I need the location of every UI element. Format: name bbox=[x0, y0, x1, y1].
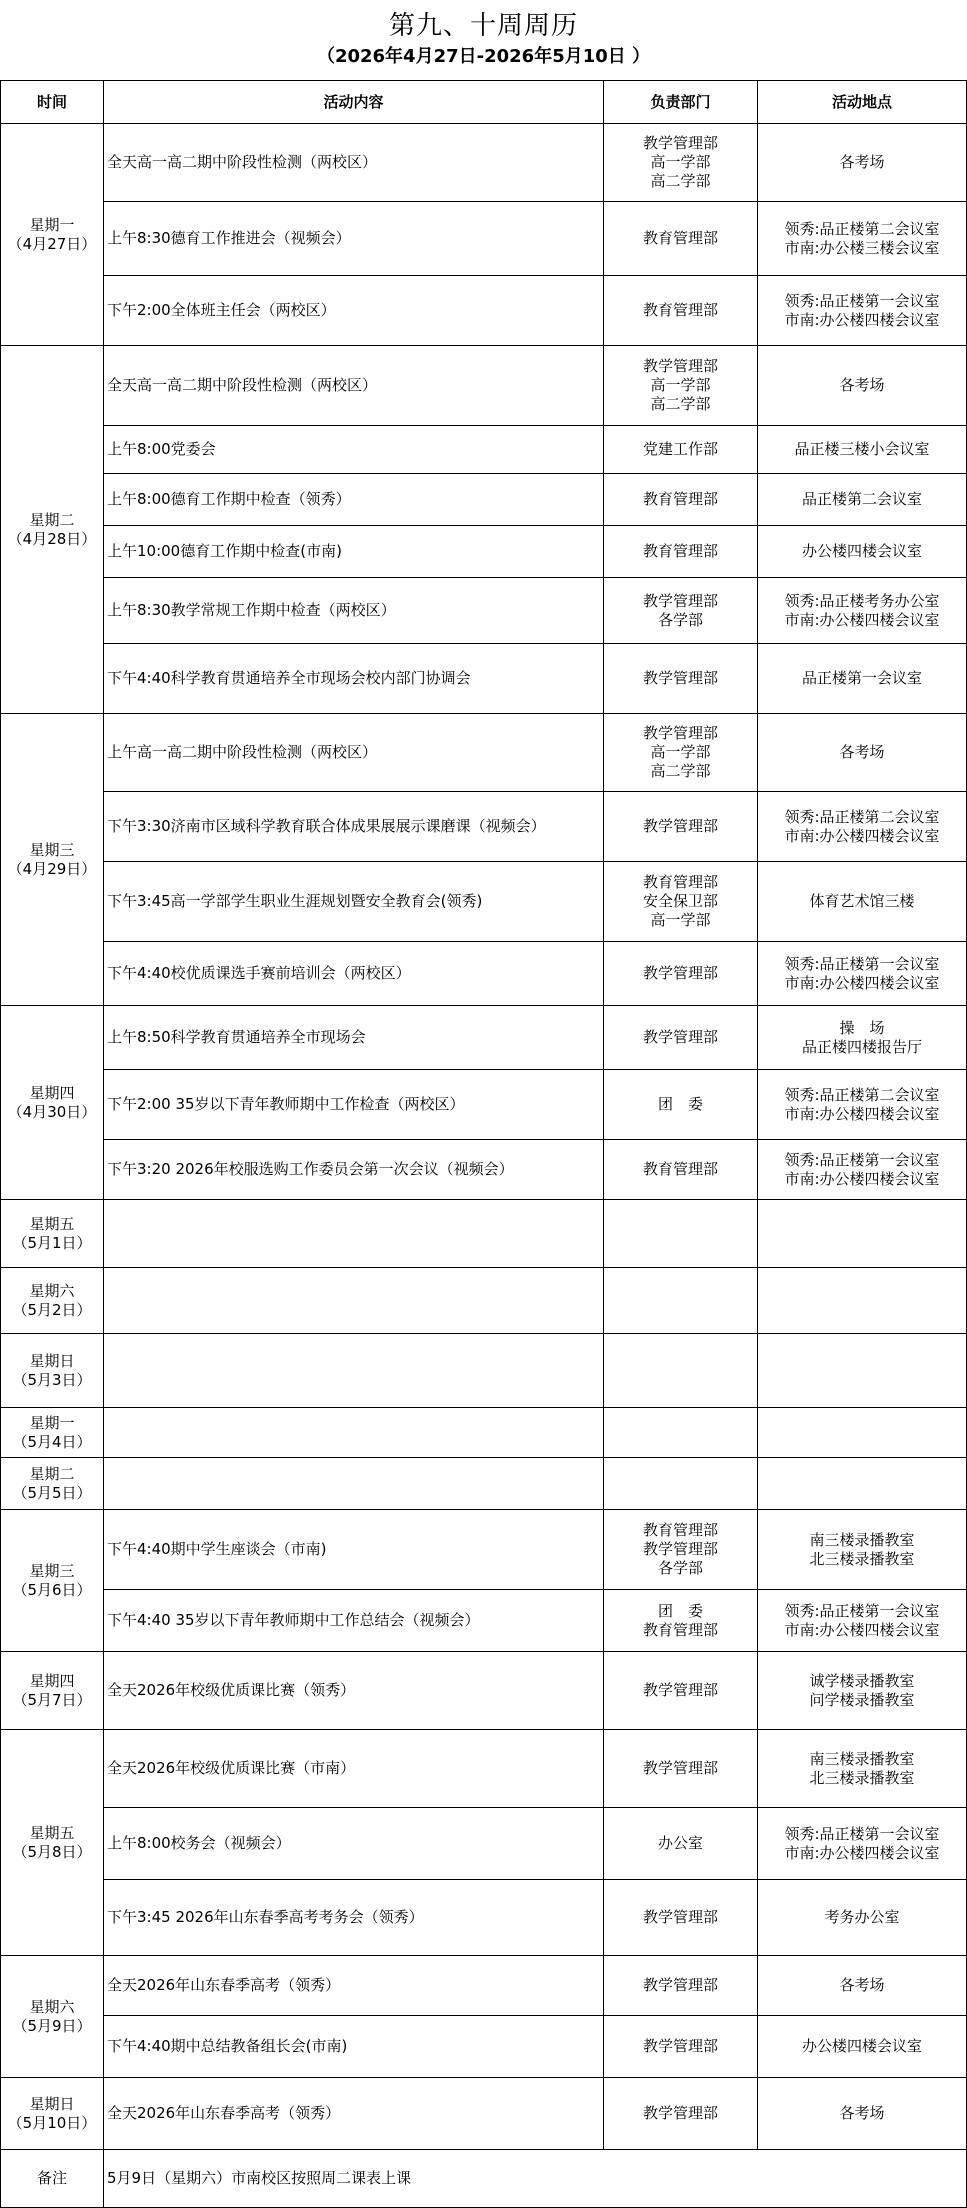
location-cell bbox=[758, 526, 967, 578]
day-cell bbox=[1, 1200, 104, 1268]
department-cell bbox=[604, 1200, 758, 1268]
day-label-line: （4月29日） bbox=[7, 859, 97, 878]
department-line: 团 委 bbox=[657, 1601, 703, 1620]
day-label-line: 星期一 bbox=[29, 215, 75, 234]
activity-cell: 下午4:40科学教育贯通培养全市现场会校内部门协调会 bbox=[104, 644, 604, 714]
location-cell bbox=[758, 1334, 967, 1408]
table-row bbox=[1, 1808, 967, 1880]
location-cell bbox=[758, 1956, 967, 2016]
department-line: 教学管理部 bbox=[642, 591, 718, 610]
day-cell bbox=[1, 1268, 104, 1334]
table-row bbox=[1, 792, 967, 862]
department-cell bbox=[604, 1880, 758, 1956]
activity-cell: 全天2026年山东春季高考（领秀） bbox=[104, 2078, 604, 2150]
location-cell bbox=[758, 1458, 967, 1510]
table-row bbox=[1, 426, 967, 474]
location-cell bbox=[758, 1268, 967, 1334]
department-cell bbox=[604, 474, 758, 526]
department-line: 教育管理部 bbox=[642, 490, 718, 508]
department-cell bbox=[604, 2016, 758, 2078]
location-line: 各考场 bbox=[839, 376, 885, 394]
location-cell bbox=[758, 1730, 967, 1808]
activity-cell: 下午3:45 2026年山东春季高考考务会（领秀） bbox=[104, 1880, 604, 1956]
department-line: 教学管理部 bbox=[642, 1540, 718, 1558]
location-line: 市南:办公楼四楼会议室 bbox=[784, 826, 940, 845]
department-line: 高一学部 bbox=[650, 376, 711, 394]
department-cell bbox=[604, 1808, 758, 1880]
department-line: 教学管理部 bbox=[642, 724, 718, 742]
department-line: 教育管理部 bbox=[642, 1620, 718, 1639]
day-label-line: （5月8日） bbox=[12, 1842, 92, 1861]
location-cell bbox=[758, 1408, 967, 1458]
location-line: 办公楼四楼会议室 bbox=[801, 2037, 922, 2055]
table-row bbox=[1, 1006, 967, 1070]
department-cell bbox=[604, 1006, 758, 1070]
activity-cell: 全天2026年山东春季高考（领秀） bbox=[104, 1956, 604, 2016]
activity-cell: 下午3:20 2026年校服选购工作委员会第一次会议（视频会） bbox=[104, 1140, 604, 1200]
department-line: 高二学部 bbox=[650, 395, 711, 413]
location-line: 办公楼四楼会议室 bbox=[801, 542, 922, 560]
department-line: 团 委 bbox=[657, 1095, 703, 1113]
day-label-line: 星期四 bbox=[29, 1083, 75, 1102]
location-line: 考务办公室 bbox=[824, 1908, 900, 1926]
table-row bbox=[1, 1956, 967, 2016]
department-line: 教育管理部 bbox=[642, 301, 718, 319]
table-row bbox=[1, 1510, 967, 1590]
location-line: 领秀:品正楼第二会议室 bbox=[784, 807, 940, 826]
day-label-line: 星期日 bbox=[29, 2094, 75, 2113]
location-line: 市南:办公楼四楼会议室 bbox=[784, 1843, 940, 1862]
location-line: 领秀:品正楼考务办公室 bbox=[784, 591, 940, 610]
department-line: 高二学部 bbox=[650, 172, 711, 190]
department-line: 教学管理部 bbox=[642, 2037, 718, 2055]
department-cell bbox=[604, 1140, 758, 1200]
department-cell bbox=[604, 644, 758, 714]
location-line: 领秀:品正楼第一会议室 bbox=[784, 1601, 940, 1620]
day-label-line: （5月5日） bbox=[12, 1483, 92, 1502]
department-line: 各学部 bbox=[657, 610, 703, 629]
day-label-line: （4月27日） bbox=[7, 234, 97, 253]
day-label-line: （5月7日） bbox=[12, 1690, 92, 1709]
department-line: 教学管理部 bbox=[642, 1681, 718, 1699]
activity-cell: 上午8:00校务会（视频会） bbox=[104, 1808, 604, 1880]
activity-cell: 上午高一高二期中阶段性检测（两校区） bbox=[104, 714, 604, 792]
department-cell bbox=[604, 526, 758, 578]
department-cell bbox=[604, 1334, 758, 1408]
table-row bbox=[1, 276, 967, 346]
table-row bbox=[1, 124, 967, 202]
day-label-line: 星期三 bbox=[29, 840, 75, 859]
department-cell bbox=[604, 1730, 758, 1808]
department-cell bbox=[604, 202, 758, 276]
activity-cell: 全天2026年校级优质课比赛（市南） bbox=[104, 1730, 604, 1808]
table-row bbox=[1, 862, 967, 942]
department-cell bbox=[604, 1268, 758, 1334]
day-cell bbox=[1, 1334, 104, 1408]
location-line: 市南:办公楼三楼会议室 bbox=[784, 238, 940, 257]
department-line: 安全保卫部 bbox=[642, 892, 718, 910]
day-label-line: （5月3日） bbox=[12, 1370, 92, 1389]
location-line: 领秀:品正楼第一会议室 bbox=[784, 954, 940, 973]
table-row bbox=[1, 1268, 967, 1334]
location-line: 领秀:品正楼第二会议室 bbox=[784, 1085, 940, 1104]
department-line: 高二学部 bbox=[650, 762, 711, 780]
department-line: 党建工作部 bbox=[642, 440, 718, 458]
department-line: 教育管理部 bbox=[642, 542, 718, 560]
location-cell bbox=[758, 714, 967, 792]
day-cell bbox=[1, 1458, 104, 1510]
location-line: 市南:办公楼四楼会议室 bbox=[784, 1620, 940, 1639]
activity-cell: 上午8:30德育工作推进会（视频会） bbox=[104, 202, 604, 276]
table-row bbox=[1, 1200, 967, 1268]
location-line: 市南:办公楼四楼会议室 bbox=[784, 1104, 940, 1123]
note-text: 5月9日（星期六）市南校区按照周二课表上课 bbox=[104, 2150, 967, 2208]
location-line: 南三楼录播教室 bbox=[809, 1749, 915, 1768]
location-line: 品正楼三楼小会议室 bbox=[794, 440, 930, 458]
location-cell bbox=[758, 202, 967, 276]
department-line: 教育管理部 bbox=[642, 1160, 718, 1178]
day-label-line: 星期五 bbox=[29, 1214, 75, 1233]
day-label-line: 星期六 bbox=[29, 1997, 75, 2016]
column-header-time: 时间 bbox=[1, 81, 104, 124]
location-cell bbox=[758, 942, 967, 1006]
department-line: 教学管理部 bbox=[642, 817, 718, 835]
activity-cell: 下午4:40 35岁以下青年教师期中工作总结会（视频会） bbox=[104, 1590, 604, 1652]
location-cell bbox=[758, 474, 967, 526]
location-line: 各考场 bbox=[839, 743, 885, 761]
location-line: 品正楼第二会议室 bbox=[801, 490, 922, 508]
location-line: 北三楼录播教室 bbox=[809, 1549, 915, 1568]
table-row bbox=[1, 1652, 967, 1730]
department-cell bbox=[604, 276, 758, 346]
day-label-line: （5月6日） bbox=[12, 1580, 92, 1599]
note-label: 备注 bbox=[1, 2150, 104, 2208]
day-label-line: 星期二 bbox=[29, 510, 75, 529]
table-row bbox=[1, 1140, 967, 1200]
location-line: 问学楼录播教室 bbox=[809, 1690, 915, 1709]
department-line: 教育管理部 bbox=[642, 1521, 718, 1539]
day-label-line: 星期二 bbox=[29, 1464, 75, 1483]
activity-cell: 下午4:40期中学生座谈会（市南) bbox=[104, 1510, 604, 1590]
department-line: 教学管理部 bbox=[642, 1028, 718, 1046]
department-line: 教学管理部 bbox=[642, 1759, 718, 1777]
location-cell bbox=[758, 862, 967, 942]
location-cell bbox=[758, 1510, 967, 1590]
day-label-line: （5月10日） bbox=[7, 2113, 97, 2132]
table-row bbox=[1, 578, 967, 644]
activity-cell: 全天高一高二期中阶段性检测（两校区） bbox=[104, 346, 604, 426]
location-line: 领秀:品正楼第一会议室 bbox=[784, 1824, 940, 1843]
department-cell bbox=[604, 426, 758, 474]
activity-cell: 上午8:50科学教育贯通培养全市现场会 bbox=[104, 1006, 604, 1070]
location-line: 各考场 bbox=[839, 2104, 885, 2122]
column-header-department: 负责部门 bbox=[604, 81, 758, 124]
department-line: 教学管理部 bbox=[642, 1976, 718, 1994]
day-label-line: （5月4日） bbox=[12, 1432, 92, 1451]
location-line: 领秀:品正楼第一会议室 bbox=[784, 291, 940, 310]
location-line: 市南:办公楼四楼会议室 bbox=[784, 310, 940, 329]
activity-cell bbox=[104, 1408, 604, 1458]
location-line: 南三楼录播教室 bbox=[809, 1530, 915, 1549]
day-label-line: 星期六 bbox=[29, 1281, 75, 1300]
location-cell bbox=[758, 1652, 967, 1730]
department-line: 高一学部 bbox=[650, 743, 711, 761]
activity-cell: 上午8:30教学常规工作期中检查（两校区） bbox=[104, 578, 604, 644]
location-cell bbox=[758, 346, 967, 426]
location-cell bbox=[758, 1200, 967, 1268]
department-cell bbox=[604, 714, 758, 792]
note-row bbox=[1, 2150, 967, 2208]
location-cell bbox=[758, 276, 967, 346]
activity-cell: 下午3:30济南市区域科学教育联合体成果展展示课磨课（视频会） bbox=[104, 792, 604, 862]
department-cell bbox=[604, 1408, 758, 1458]
location-line: 北三楼录播教室 bbox=[809, 1768, 915, 1787]
department-cell bbox=[604, 1590, 758, 1652]
department-line: 教学管理部 bbox=[642, 2104, 718, 2122]
department-cell bbox=[604, 124, 758, 202]
location-line: 市南:办公楼四楼会议室 bbox=[784, 610, 940, 629]
day-label-line: 星期一 bbox=[29, 1413, 75, 1432]
location-cell bbox=[758, 578, 967, 644]
department-cell bbox=[604, 2078, 758, 2150]
day-label-line: 星期三 bbox=[29, 1561, 75, 1580]
location-cell bbox=[758, 1880, 967, 1956]
table-row bbox=[1, 1070, 967, 1140]
location-line: 领秀:品正楼第二会议室 bbox=[784, 219, 940, 238]
department-line: 教学管理部 bbox=[642, 669, 718, 687]
location-line: 品正楼四楼报告厅 bbox=[801, 1037, 922, 1056]
table-row bbox=[1, 526, 967, 578]
activity-cell: 全天2026年校级优质课比赛（领秀） bbox=[104, 1652, 604, 1730]
table-row bbox=[1, 1880, 967, 1956]
day-cell bbox=[1, 1408, 104, 1458]
activity-cell bbox=[104, 1458, 604, 1510]
location-line: 市南:办公楼四楼会议室 bbox=[784, 973, 940, 992]
column-header-activity: 活动内容 bbox=[104, 81, 604, 124]
department-line: 教学管理部 bbox=[642, 964, 718, 982]
location-cell bbox=[758, 644, 967, 714]
department-cell bbox=[604, 1510, 758, 1590]
weekly-schedule-table bbox=[0, 80, 967, 2208]
table-row bbox=[1, 1590, 967, 1652]
activity-cell: 上午8:00德育工作期中检查（领秀） bbox=[104, 474, 604, 526]
activity-cell bbox=[104, 1268, 604, 1334]
day-cell bbox=[1, 2078, 104, 2150]
day-label-line: 星期五 bbox=[29, 1823, 75, 1842]
location-cell bbox=[758, 2016, 967, 2078]
department-cell bbox=[604, 942, 758, 1006]
department-line: 教学管理部 bbox=[642, 1908, 718, 1926]
department-line: 教学管理部 bbox=[642, 357, 718, 375]
location-cell bbox=[758, 1006, 967, 1070]
day-cell bbox=[1, 1730, 104, 1956]
table-row bbox=[1, 714, 967, 792]
table-header-row bbox=[1, 81, 967, 124]
table-row bbox=[1, 1408, 967, 1458]
location-line: 体育艺术馆三楼 bbox=[809, 892, 915, 910]
department-line: 高一学部 bbox=[650, 153, 711, 171]
location-cell bbox=[758, 1140, 967, 1200]
department-line: 高一学部 bbox=[650, 911, 711, 929]
location-cell bbox=[758, 2078, 967, 2150]
location-line: 各考场 bbox=[839, 1976, 885, 1994]
department-cell bbox=[604, 862, 758, 942]
table-row bbox=[1, 474, 967, 526]
table-row bbox=[1, 202, 967, 276]
table-row bbox=[1, 1458, 967, 1510]
department-line: 教育管理部 bbox=[642, 873, 718, 891]
department-cell bbox=[604, 1956, 758, 2016]
day-label-line: （5月9日） bbox=[12, 2016, 92, 2035]
activity-cell: 下午4:40期中总结教备组长会(市南) bbox=[104, 2016, 604, 2078]
location-line: 市南:办公楼四楼会议室 bbox=[784, 1169, 940, 1188]
table-row bbox=[1, 1730, 967, 1808]
location-line: 诚学楼录播教室 bbox=[809, 1671, 915, 1690]
day-label-line: （4月28日） bbox=[7, 529, 97, 548]
page-title: 第九、十周周历 bbox=[388, 11, 578, 41]
department-line: 教学管理部 bbox=[642, 134, 718, 152]
table-row bbox=[1, 2016, 967, 2078]
date-range-subtitle: （2026年4月27日-2026年5月10日 ） bbox=[316, 46, 651, 67]
table-row bbox=[1, 644, 967, 714]
table-row bbox=[1, 1334, 967, 1408]
activity-cell: 全天高一高二期中阶段性检测（两校区） bbox=[104, 124, 604, 202]
department-cell bbox=[604, 792, 758, 862]
activity-cell bbox=[104, 1200, 604, 1268]
day-cell bbox=[1, 346, 104, 714]
day-cell bbox=[1, 714, 104, 1006]
location-cell bbox=[758, 792, 967, 862]
location-cell bbox=[758, 1070, 967, 1140]
day-cell bbox=[1, 1006, 104, 1200]
location-cell bbox=[758, 1808, 967, 1880]
day-label-line: 星期日 bbox=[29, 1351, 75, 1370]
table-row bbox=[1, 2078, 967, 2150]
activity-cell: 下午3:45高一学部学生职业生涯规划暨安全教育会(领秀) bbox=[104, 862, 604, 942]
location-cell bbox=[758, 426, 967, 474]
location-line: 领秀:品正楼第一会议室 bbox=[784, 1150, 940, 1169]
schedule-body bbox=[1, 124, 967, 2208]
day-label-line: （4月30日） bbox=[7, 1102, 97, 1121]
activity-cell: 下午2:00 35岁以下青年教师期中工作检查（两校区） bbox=[104, 1070, 604, 1140]
page-header bbox=[0, 0, 967, 80]
activity-cell: 下午4:40校优质课选手赛前培训会（两校区） bbox=[104, 942, 604, 1006]
location-cell bbox=[758, 1590, 967, 1652]
location-line: 操 场 bbox=[839, 1018, 885, 1037]
department-cell bbox=[604, 1070, 758, 1140]
day-label-line: （5月1日） bbox=[12, 1233, 92, 1252]
day-label-line: 星期四 bbox=[29, 1671, 75, 1690]
department-cell bbox=[604, 1458, 758, 1510]
department-cell bbox=[604, 578, 758, 644]
day-cell bbox=[1, 1956, 104, 2078]
department-cell bbox=[604, 1652, 758, 1730]
location-cell bbox=[758, 124, 967, 202]
activity-cell: 上午8:00党委会 bbox=[104, 426, 604, 474]
column-header-location: 活动地点 bbox=[758, 81, 967, 124]
activity-cell bbox=[104, 1334, 604, 1408]
table-row bbox=[1, 942, 967, 1006]
day-cell bbox=[1, 1510, 104, 1652]
department-line: 教育管理部 bbox=[642, 229, 718, 247]
department-line: 办公室 bbox=[657, 1834, 703, 1852]
day-label-line: （5月2日） bbox=[12, 1300, 92, 1319]
activity-cell: 上午10:00德育工作期中检查(市南) bbox=[104, 526, 604, 578]
location-line: 品正楼第一会议室 bbox=[801, 669, 922, 687]
department-line: 各学部 bbox=[657, 1559, 703, 1577]
day-cell bbox=[1, 124, 104, 346]
location-line: 各考场 bbox=[839, 153, 885, 171]
table-row bbox=[1, 346, 967, 426]
activity-cell: 下午2:00全体班主任会（两校区） bbox=[104, 276, 604, 346]
department-cell bbox=[604, 346, 758, 426]
day-cell bbox=[1, 1652, 104, 1730]
